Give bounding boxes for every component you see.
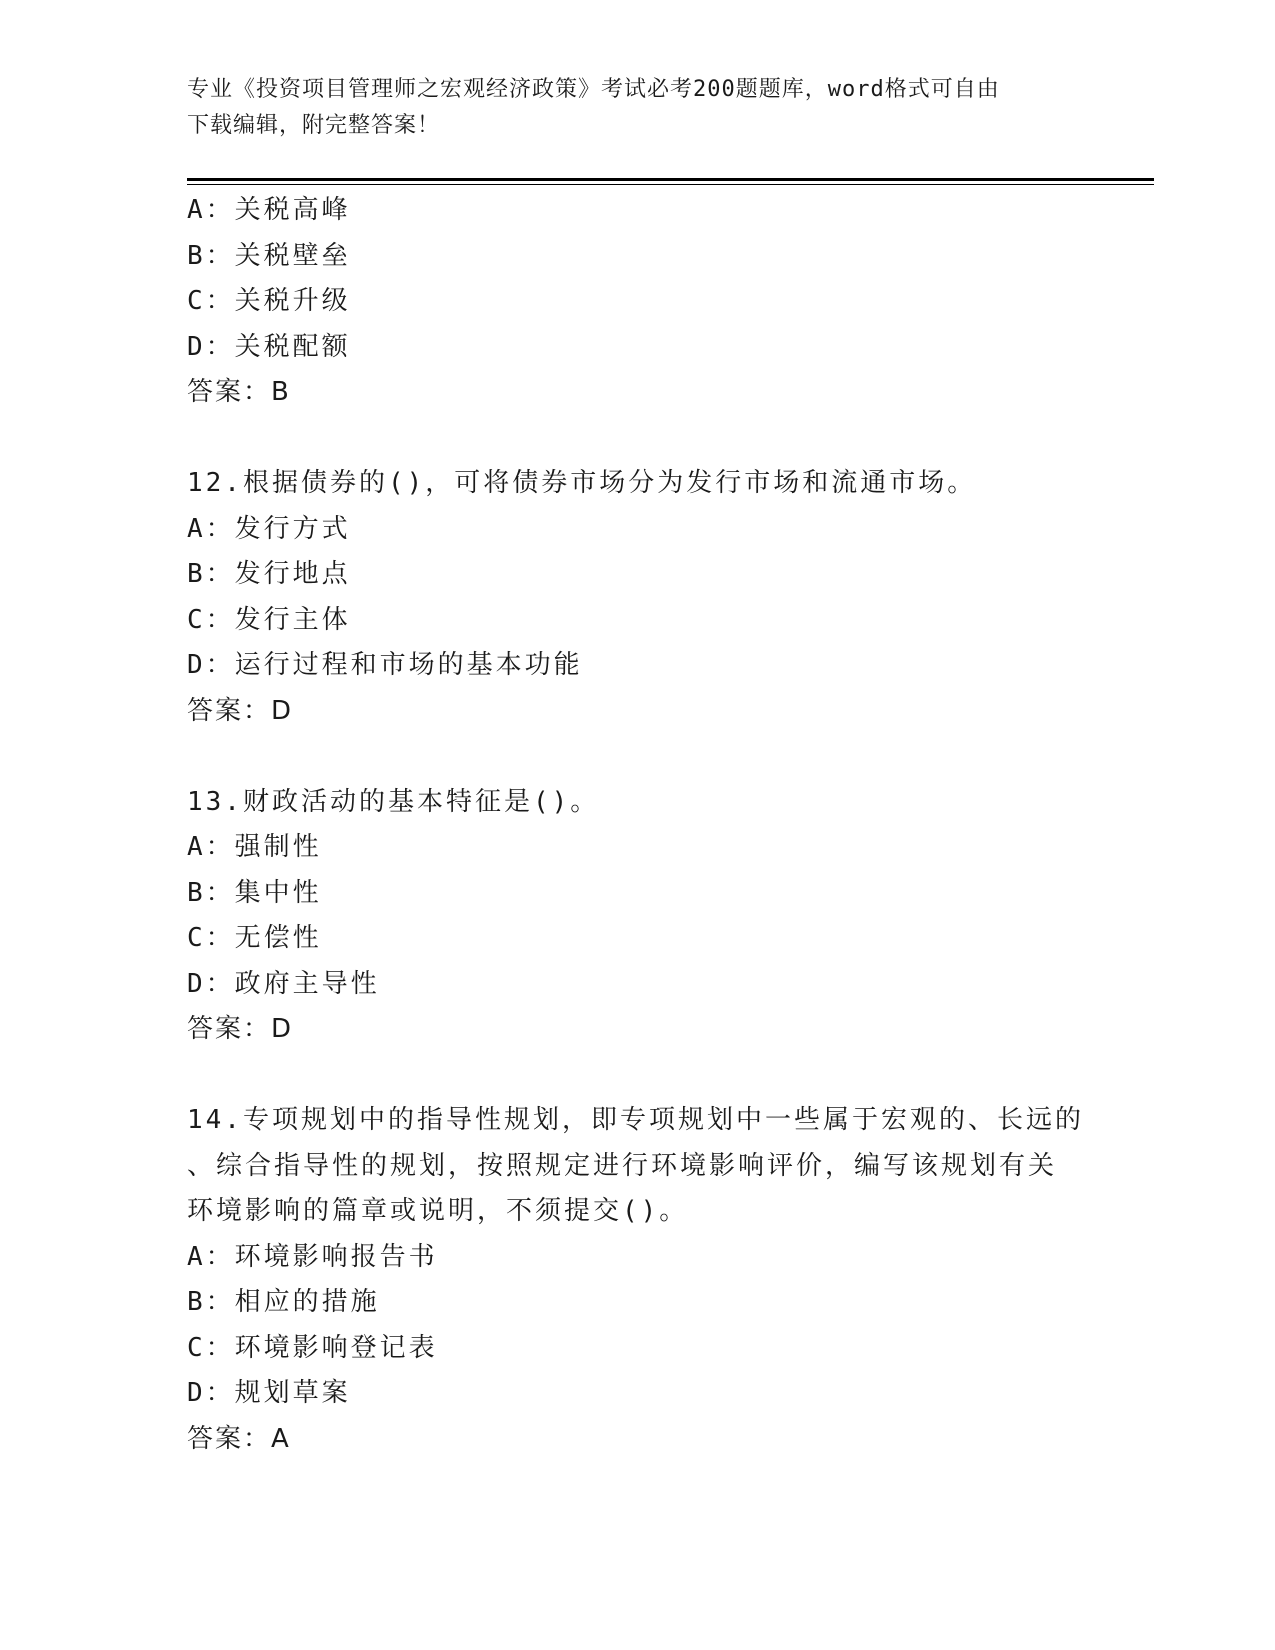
option-b: B：发行地点 [187, 559, 351, 589]
question-stem-line-2: 、综合指导性的规划，按照规定进行环境影响评价，编写该规划有关 [187, 1150, 1058, 1181]
option-d: D：规划草案 [187, 1378, 351, 1408]
question-list [187, 188, 1087, 1462]
spacer [187, 416, 1087, 462]
header-line-2: 下载编辑，附完整答案！ [187, 113, 441, 138]
question-block-14 [187, 1098, 1087, 1462]
option-d: D：关税配额 [187, 331, 351, 362]
answer-line: 答案：D [187, 695, 294, 726]
spacer [187, 1053, 1087, 1099]
option-d: D：政府主导性 [187, 968, 380, 999]
question-block-13 [187, 780, 1087, 1053]
option-c: C：发行主体 [187, 604, 351, 635]
question-stem: 13.财政活动的基本特征是()。 [187, 786, 600, 817]
document-header [187, 72, 1067, 144]
option-c: C：关税升级 [187, 286, 351, 316]
answer-line: 答案：A [187, 1423, 291, 1454]
question-block-12 [187, 461, 1087, 734]
header-line-1: 专业《投资项目管理师之宏观经济政策》考试必考200题题库，word格式可自由 [187, 77, 1000, 102]
question-stem-line-3: 环境影响的篇章或说明，不须提交()。 [187, 1196, 689, 1226]
option-a: A：发行方式 [187, 513, 351, 544]
option-b: B：相应的措施 [187, 1287, 380, 1317]
option-b: B：关税壁垒 [187, 240, 351, 271]
question-stem: 12.根据债券的()，可将债券市场分为发行市场和流通市场。 [187, 468, 977, 498]
header-rule-thick [187, 178, 1154, 181]
header-rule-thin [187, 184, 1154, 185]
option-a: A：环境影响报告书 [187, 1241, 438, 1272]
question-block-11 [187, 188, 1087, 416]
question-stem-line-1: 14.专项规划中的指导性规划，即专项规划中一些属于宏观的、长远的 [187, 1105, 1084, 1135]
option-a: A：关税高峰 [187, 195, 351, 225]
option-c: C：无偿性 [187, 923, 322, 953]
option-c: C：环境影响登记表 [187, 1332, 438, 1363]
answer-line: 答案：D [187, 1014, 294, 1044]
option-b: B：集中性 [187, 877, 322, 908]
spacer [187, 734, 1087, 780]
option-d: D：运行过程和市场的基本功能 [187, 650, 583, 680]
answer-line: 答案：B [187, 377, 291, 407]
option-a: A：强制性 [187, 832, 322, 862]
